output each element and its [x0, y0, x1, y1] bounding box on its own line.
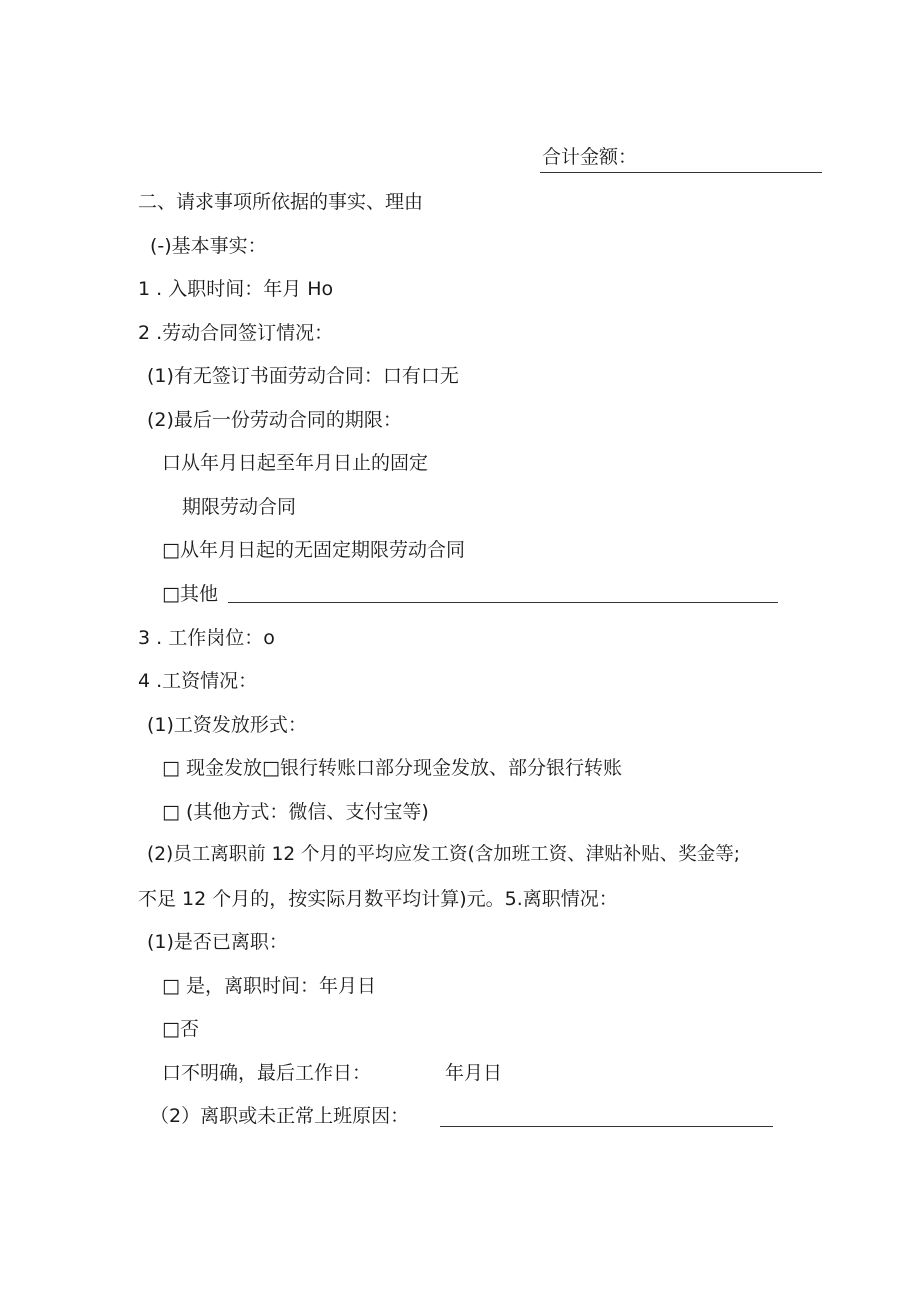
- wage-form-question: (1)工资发放形式：: [147, 714, 307, 736]
- contract-heading: 2 .劳动合同签订情况：: [138, 322, 334, 344]
- wage-form-options[interactable]: □ 现金发放□银行转账口部分现金发放、部分银行转账: [162, 757, 622, 779]
- last-workday-date: 年月日: [445, 1062, 503, 1084]
- average-wage-line-2: 不足 12 个月的，按实际月数平均计算)元。5.离职情况：: [138, 888, 618, 910]
- resigned-question: (1)是否已离职：: [147, 931, 288, 953]
- resigned-yes-option[interactable]: □ 是，离职时间：年月日: [162, 975, 376, 997]
- leave-reason-label: （2）离职或未正常上班原因：: [150, 1105, 410, 1127]
- other-term-field[interactable]: [228, 602, 778, 603]
- other-term-option[interactable]: □其他: [162, 583, 218, 605]
- section-title: 二、请求事项所依据的事实、理由: [138, 191, 424, 213]
- subsection-title: (-)基本事实：: [150, 235, 267, 257]
- open-term-option[interactable]: □从年月日起的无固定期限劳动合同: [162, 539, 465, 561]
- entry-time: 1 . 入职时间：年月 Ho: [138, 278, 334, 300]
- resigned-no-option[interactable]: □否: [162, 1018, 199, 1040]
- contract-term-question: (2)最后一份劳动合同的期限：: [147, 409, 402, 431]
- wage-heading: 4 .工资情况：: [138, 670, 258, 692]
- average-wage-line-1: (2)员工离职前 12 个月的平均应发工资(含加班工资、津贴补贴、奖金等;: [147, 844, 740, 865]
- resigned-unclear-option[interactable]: 口不明确，最后工作日：: [162, 1062, 372, 1084]
- leave-reason-field[interactable]: [440, 1126, 773, 1127]
- total-amount-label: 合计金额：: [542, 146, 638, 168]
- job-position: 3 . 工作岗位：o: [138, 627, 275, 649]
- fixed-term-continuation: 期限劳动合同: [182, 496, 297, 518]
- wage-form-other-option[interactable]: □ (其他方式：微信、支付宝等): [162, 801, 429, 823]
- total-amount-field[interactable]: [540, 172, 822, 173]
- written-contract-question: (1)有无签订书面劳动合同：口有口无: [147, 365, 459, 387]
- fixed-term-option[interactable]: 口从年月日起至年月日止的固定: [162, 452, 429, 474]
